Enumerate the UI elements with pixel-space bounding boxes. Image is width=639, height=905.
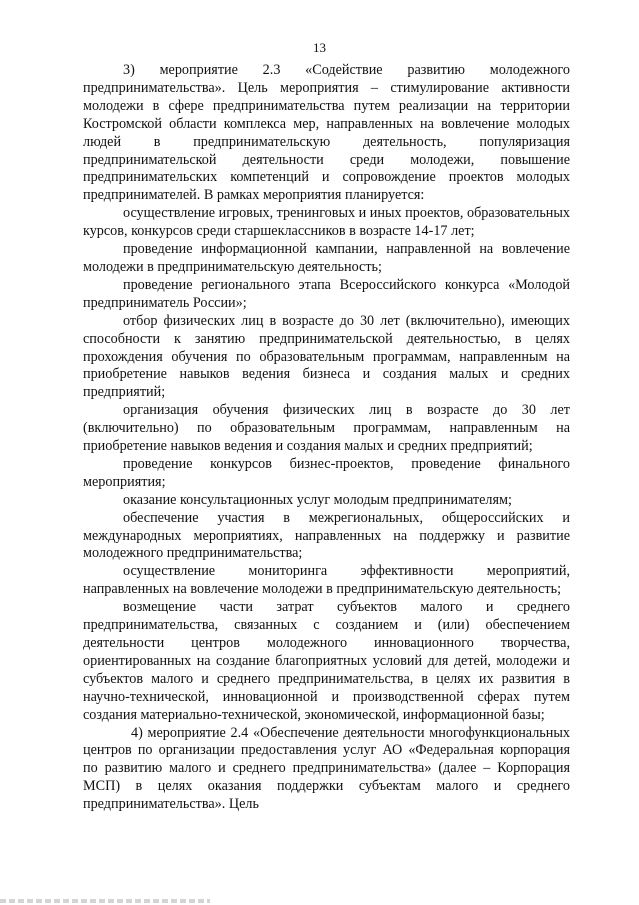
paragraph-list-item: организация обучения физических лиц в возрасте до 30 лет (включительно) по образовательным программам, направленным на приобретение навыков ведения и создания малых и средних предприятий; [83,402,570,455]
scan-edge-artifact [0,899,210,903]
document-body [83,62,570,814]
paragraph-event-2-3: 3) мероприятие 2.3 «Содействие развитию молодежного предпринимательства». Цель мероприятия – стимулирование активности молодежи в сфере предпринимательства путем реализации на территории Костромской области комплекса мер, направленных на вовлечение молодых людей в предпринимательскую деятельность, популяризация предпринимательской деятельности среди молодежи, повышение предпринимательских компетенций и сопровождение проектов молодых предпринимателей. В рамках мероприятия планируется: [83,62,570,204]
page-number: 13 [313,40,326,55]
paragraph-list-item: обеспечение участия в межрегиональных, общероссийских и международных мероприятиях, направленных на поддержку и развитие молодежного предпринимательства; [83,509,570,562]
paragraph-list-item: проведение конкурсов бизнес-проектов, проведение финального мероприятия; [83,455,570,490]
paragraph-list-item: осуществление игровых, тренинговых и иных проектов, образовательных курсов, конкурсов среди старшеклассников в возрасте 14-17 лет; [83,205,571,240]
paragraph-list-item: оказание консультационных услуг молодым предпринимателям; [123,491,512,508]
paragraph-list-item: возмещение части затрат субъектов малого и среднего предпринимательства, связанных с созданием и (или) обеспечением деятельности центров молодежного инновационного творчества, ориентированных на создание благоприятных условий для детей, молодежи и субъектов малого и среднего предпринимательства, в целях их развития в научно-технической, инновационной и производственной сферах путем создания материально-технической, экономической, информационной базы; [83,599,570,723]
paragraph-list-item: осуществление мониторинга эффективности мероприятий, направленных на вовлечение молодежи в предпринимательскую деятельность; [83,563,570,598]
paragraph-list-item: отбор физических лиц в возрасте до 30 лет (включительно), имеющих способности к занятию предпринимательской деятельностью, в целях прохождения обучения по образовательным программам, направленным на приобретение навыков ведения бизнеса и создания малых и средних предприятий; [83,312,570,401]
paragraph-event-2-4: 4) мероприятие 2.4 «Обеспечение деятельности многофункциональных центров по организации предоставления услуг АО «Федеральная корпорация по развитию малого и среднего предпринимательства» (далее – Корпорация МСП) в целях оказания поддержки субъектам малого и среднего предпринимательства». Цель [83,724,570,813]
paragraph-list-item: проведение информационной кампании, направленной на вовлечение молодежи в предпринимательскую деятельность; [83,241,570,275]
paragraph-list-item: проведение регионального этапа Всероссийского конкурса «Молодой предприниматель России»; [83,276,570,311]
